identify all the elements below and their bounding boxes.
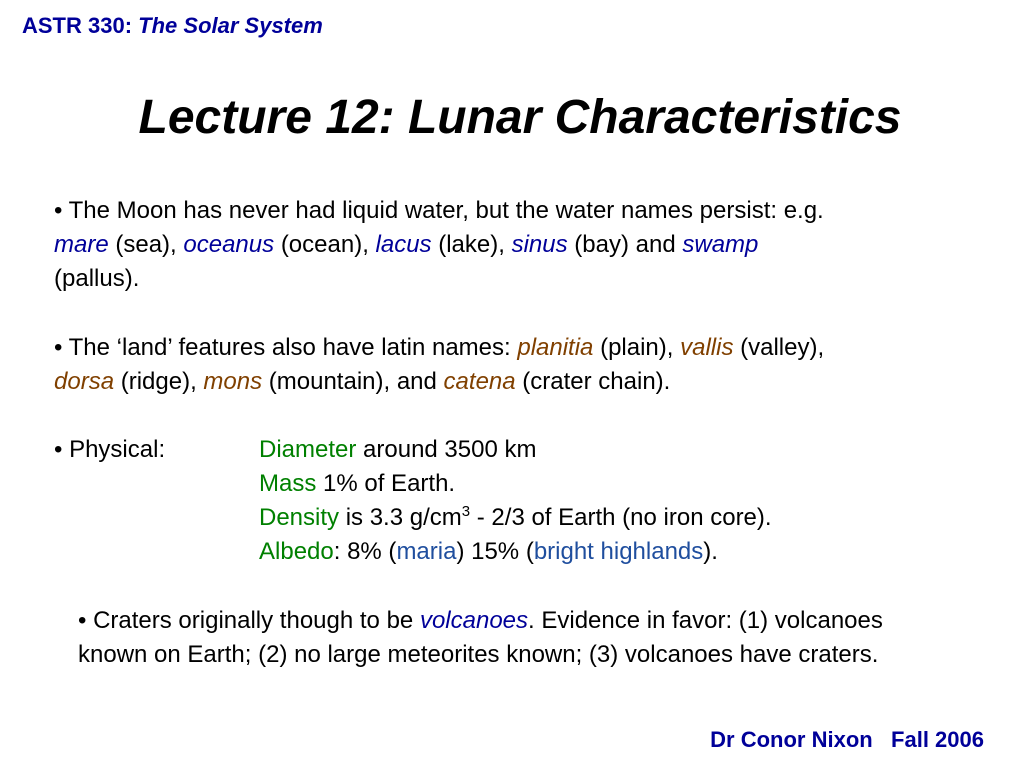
water-term-swamp: swamp [682,231,759,258]
albedo-close: ). [703,538,718,565]
bullet-physical [54,433,984,569]
water-term-oceanus: oceanus [183,231,275,258]
land-meaning-catena: (crater chain). [522,368,671,395]
albedo-colon: : [333,538,341,565]
water-term-lacus: lacus [375,231,432,258]
course-code: ASTR 330: [22,13,133,38]
mass-name: Mass [259,470,317,497]
footer-term: Fall 2006 [891,727,984,752]
bullet-marker: • [78,607,87,634]
course-subject: The Solar System [138,13,323,38]
water-term-sinus: sinus [511,231,568,258]
slide-title: Lecture 12: Lunar Characteristics [138,91,902,144]
land-term-mons: mons [203,368,263,395]
physical-row-density [54,501,984,535]
bullet-land-names [54,331,994,399]
land-names-intro: The ‘land’ features also have latin names: [68,334,511,361]
water-meaning-lacus: (lake), [438,231,505,258]
density-superscript: 3 [461,503,471,520]
density-name: Density [259,504,340,531]
land-meaning-planitia: (plain), [600,334,674,361]
mass-value: 1% of Earth. [323,470,456,497]
water-names-intro: The Moon has never had liquid water, but the water names persist: e.g. [68,197,824,224]
bullet-craters [78,604,938,672]
albedo-maria-label: maria [396,538,457,565]
land-term-vallis: vallis [680,334,734,361]
water-meaning-swamp: (pallus). [54,265,140,292]
bullet-marker: • [54,197,63,224]
slide-footer [710,727,984,753]
density-value: is 3.3 g/cm [345,504,462,531]
density-comparison: - 2/3 of Earth (no iron core). [476,504,772,531]
physical-row-diameter [54,433,984,467]
water-meaning-mare: (sea), [115,231,177,258]
water-term-mare: mare [54,231,109,258]
physical-row-mass [54,467,984,501]
diameter-name: Diameter [259,436,357,463]
bullet-marker: • [54,436,63,463]
diameter-value: around 3500 km [363,436,537,463]
physical-row-albedo [54,535,984,569]
craters-evidence: . Evidence in favor: (1) volcanoes known on Earth; (2) no large meteorites known; (3) volcanoes have craters. [78,607,883,668]
albedo-name: Albedo [259,538,334,565]
albedo-highlands-label: bright highlands [533,538,704,565]
footer-author: Dr Conor Nixon [710,727,873,752]
water-meaning-sinus: (bay) and [574,231,676,258]
albedo-highlands-value: ) 15% ( [456,538,534,565]
bullet-marker: • [54,334,63,361]
bullet-water-names [54,194,984,296]
land-term-catena: catena [443,368,516,395]
physical-label-text: Physical: [69,436,166,463]
albedo-maria-value: 8% ( [347,538,397,565]
course-header [22,13,323,39]
land-meaning-mons: (mountain), and [268,368,437,395]
land-term-planitia: planitia [517,334,594,361]
land-meaning-vallis: (valley), [740,334,825,361]
craters-term-volcanoes: volcanoes [419,607,529,634]
water-meaning-oceanus: (ocean), [280,231,369,258]
craters-intro: Craters originally though to be [93,607,414,634]
land-meaning-dorsa: (ridge), [120,368,197,395]
land-term-dorsa: dorsa [54,368,115,395]
physical-label [54,433,259,467]
